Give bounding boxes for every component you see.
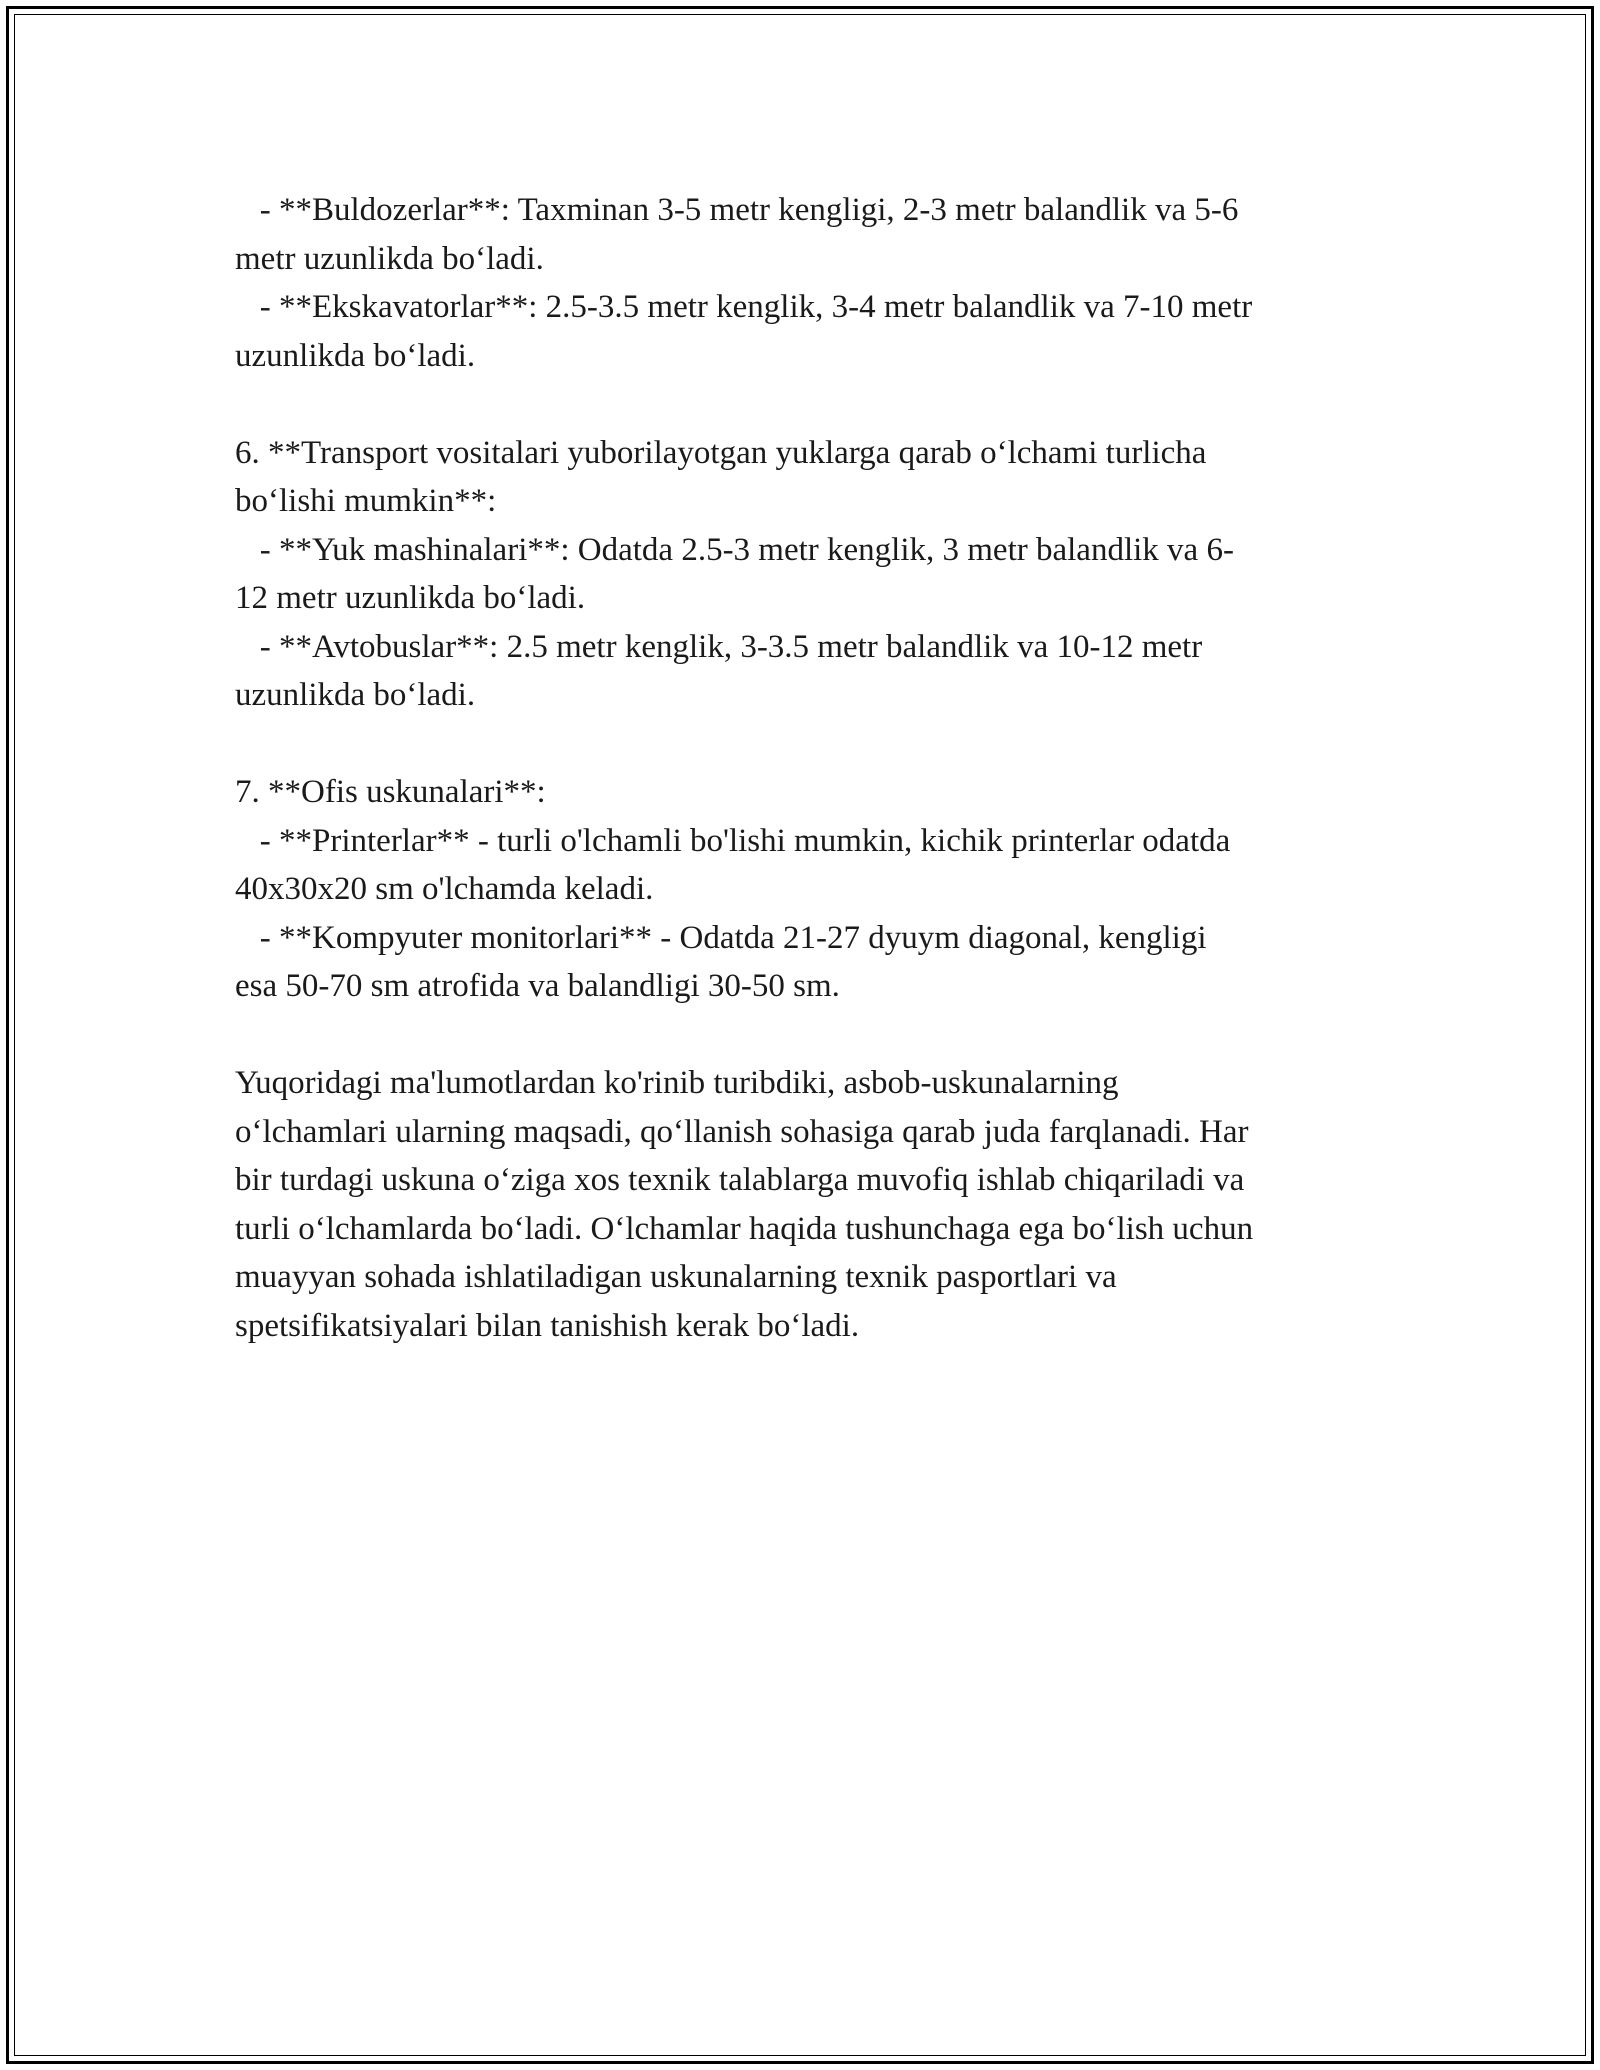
text-line: muayyan sohada ishlatiladigan uskunalarning texnik pasportlari va <box>235 1259 1117 1295</box>
paragraph-office-equipment <box>235 768 1375 1011</box>
paragraph-transport-vehicles <box>235 429 1375 720</box>
text-line: o‘lchamlari ularning maqsadi, qo‘llanish sohasiga qarab juda farqlanadi. Har <box>235 1113 1249 1150</box>
text-line: Yuqoridagi ma'lumotlardan ko'rinib turibdiki, asbob-uskunalarning <box>235 1065 1119 1101</box>
text-line: 40x30x20 sm o'lchamda keladi. <box>235 871 654 907</box>
text-line: - **Ekskavatorlar**: 2.5-3.5 metr kenglik, 3-4 metr balandlik va 7-10 metr <box>235 289 1253 325</box>
text-line: - **Buldozerlar**: Taxminan 3-5 metr kengligi, 2-3 metr balandlik va 5-6 <box>235 192 1239 228</box>
text-line: - **Kompyuter monitorlari** - Odatda 21-27 dyuym diagonal, kengligi <box>235 919 1207 956</box>
paragraph-conclusion <box>235 1059 1375 1350</box>
text-line: bo‘lishi mumkin**: <box>235 483 497 519</box>
text-line: 12 metr uzunlikda bo‘ladi. <box>235 580 586 616</box>
text-line: 7. **Ofis uskunalari**: <box>235 774 546 810</box>
document-body <box>235 186 1375 1399</box>
text-line: turli o‘lchamlarda bo‘ladi. O‘lchamlar haqida tushunchaga ega bo‘lish uchun <box>235 1210 1254 1247</box>
text-line: 6. **Transport vositalari yuborilayotgan yuklarga qarab o‘lchami turlicha <box>235 434 1207 471</box>
text-line: esa 50-70 sm atrofida va balandligi 30-50 sm. <box>235 968 840 1004</box>
text-line: spetsifikatsiyalari bilan tanishish kerak bo‘ladi. <box>235 1307 860 1344</box>
text-line: - **Avtobuslar**: 2.5 metr kenglik, 3-3.5 metr balandlik va 10-12 metr <box>235 628 1203 665</box>
text-line: - **Printerlar** - turli o'lchamli bo'lishi mumkin, kichik printerlar odatda <box>235 822 1231 859</box>
paragraph-construction-equipment <box>235 186 1375 380</box>
text-line: uzunlikda bo‘ladi. <box>235 337 476 374</box>
text-line: uzunlikda bo‘ladi. <box>235 677 476 713</box>
text-line: metr uzunlikda bo‘ladi. <box>235 240 544 277</box>
text-line: bir turdagi uskuna o‘ziga xos texnik talablarga muvofiq ishlab chiqariladi va <box>235 1162 1245 1198</box>
text-line: - **Yuk mashinalari**: Odatda 2.5-3 metr kenglik, 3 metr balandlik va 6- <box>235 531 1234 568</box>
